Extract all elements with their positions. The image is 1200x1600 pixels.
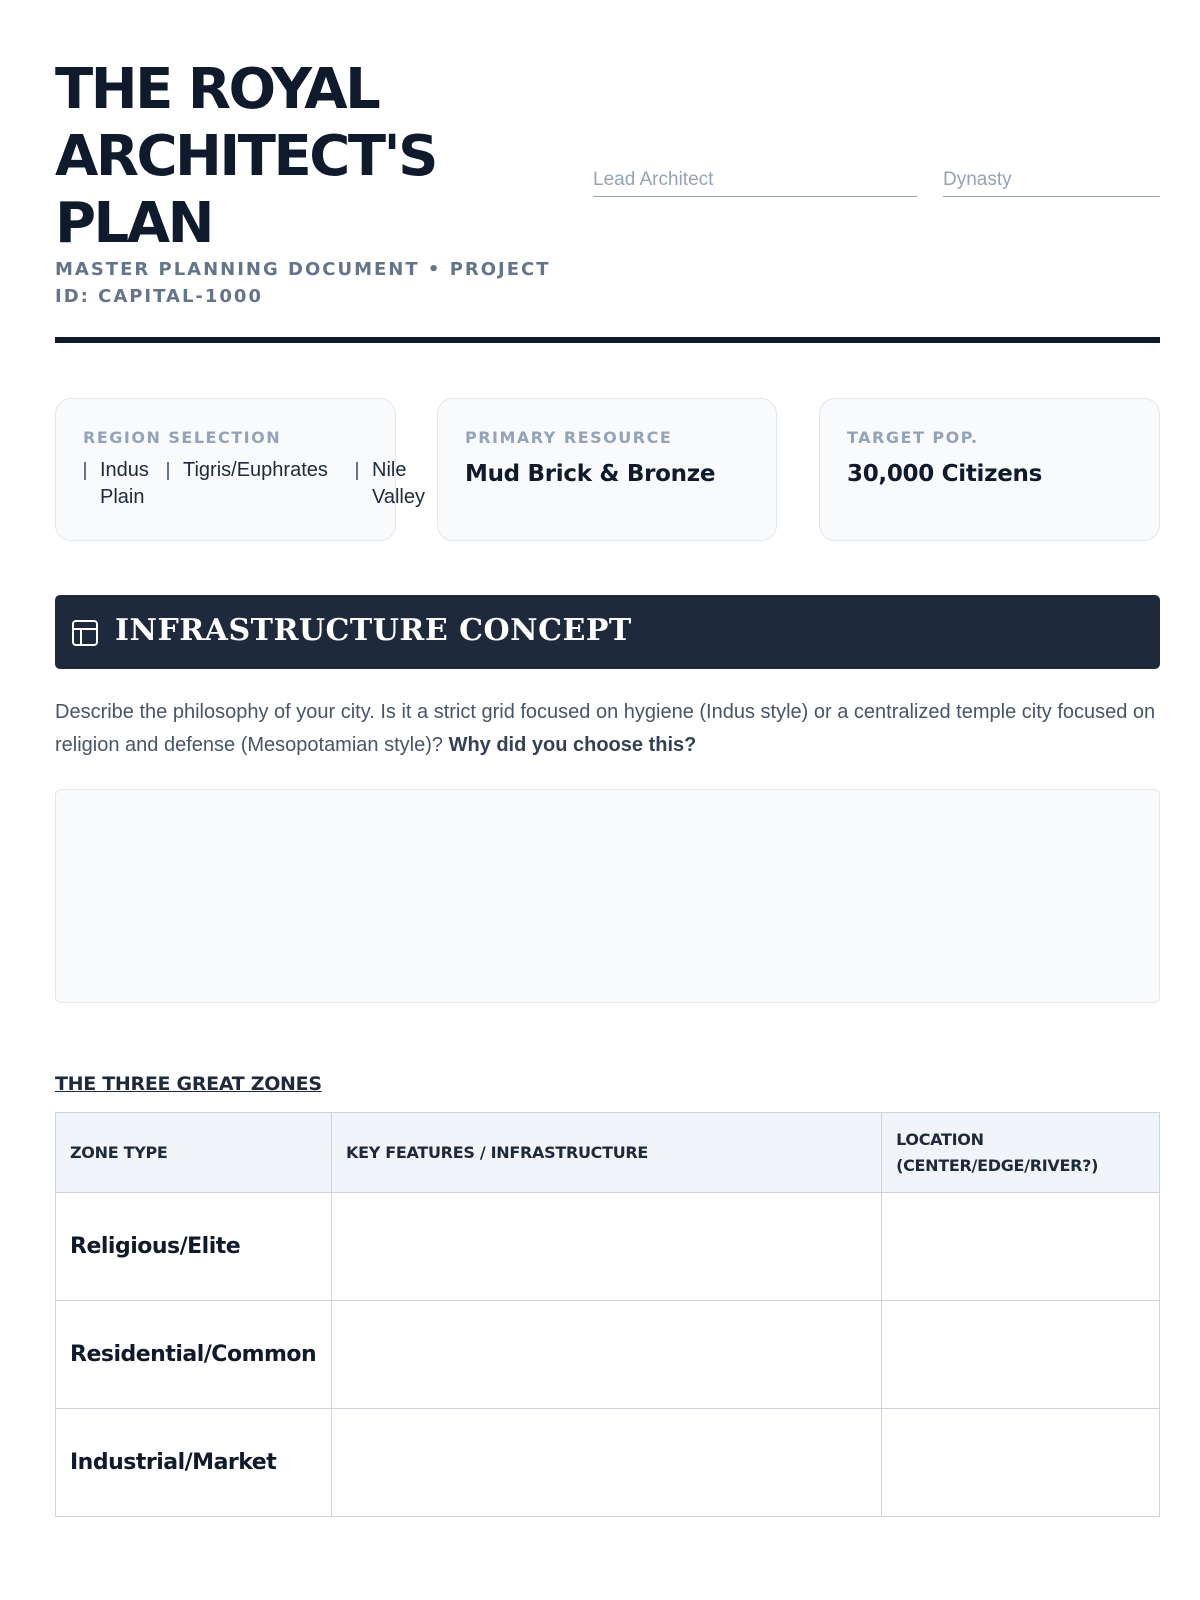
concept-prompt [55,696,1160,762]
region-option-line: Indus [100,459,149,481]
column-header-key-features: KEY FEATURES / INFRASTRUCTURE [331,1113,881,1193]
table-row [56,1193,1160,1301]
target-population-value: 30,000 Citizens [847,461,1042,487]
header-divider [55,337,1160,343]
table-header-row [56,1113,1160,1193]
worksheet-page [55,0,1160,1475]
prompt-text: Describe the philosophy of your city. Is it a strict grid focused on hygiene (Indus style) or a centralized temple city focused on religion and defense (Mesopotamian style)? [55,701,1156,756]
page-subtitle [55,256,575,310]
zone-name: Residential/Common [70,1342,317,1367]
document-header [55,0,1160,345]
key-features-cell[interactable] [331,1409,881,1517]
location-cell[interactable] [882,1301,1160,1409]
region-selection-card [55,398,425,541]
region-option-nile[interactable] [372,457,442,511]
lead-architect-field[interactable] [593,165,917,197]
subtitle-line: MASTER PLANNING DOCUMENT • PROJECT [55,259,551,280]
region-option-indus[interactable] [100,457,160,511]
target-population-label: TARGET POP. [847,428,979,447]
location-cell[interactable] [882,1193,1160,1301]
zone-type-cell [56,1193,332,1301]
concept-answer-box[interactable] [55,789,1160,1003]
zones-heading: THE THREE GREAT ZONES [55,1073,322,1095]
region-option-line: Nile [372,459,407,481]
option-separator [167,462,169,480]
region-option-line: Tigris/Euphrates [183,459,328,481]
region-option-tigris-euphrates[interactable] [183,457,353,484]
section-title: INFRASTRUCTURE CONCEPT [115,613,632,648]
dynasty-placeholder: Dynasty [943,169,1012,190]
zone-name: Industrial/Market [70,1450,277,1475]
layout-icon [71,619,99,647]
option-separator [356,462,358,480]
target-population-card [819,398,1160,541]
region-option-line: Valley [372,486,425,508]
info-cards [55,398,1160,541]
option-separator [84,462,86,480]
zone-type-cell [56,1301,332,1409]
primary-resource-label: PRIMARY RESOURCE [465,428,673,447]
location-cell[interactable] [882,1409,1160,1517]
dynasty-field[interactable] [943,165,1160,197]
region-option-line: Plain [100,486,145,508]
table-row [56,1409,1160,1517]
zone-name: Religious/Elite [70,1234,241,1259]
title-line: ARCHITECT'S [55,124,436,189]
column-header-zone-type: ZONE TYPE [56,1113,332,1193]
primary-resource-value: Mud Brick & Bronze [465,461,716,487]
lead-architect-placeholder: Lead Architect [593,169,714,190]
key-features-cell[interactable] [331,1193,881,1301]
page-title [55,56,575,257]
prompt-emphasis: Why did you choose this? [448,734,697,756]
zone-type-cell [56,1409,332,1517]
subtitle-line: ID: CAPITAL-1000 [55,286,263,307]
section-header [55,595,1160,669]
title-line: PLAN [55,191,212,256]
region-selection-label: REGION SELECTION [83,428,282,447]
region-options [83,457,425,517]
title-line: THE ROYAL [55,57,379,122]
column-header-location: LOCATION (CENTER/EDGE/RIVER?) [882,1113,1160,1193]
zones-table [55,1112,1160,1517]
primary-resource-card [437,398,777,541]
key-features-cell[interactable] [331,1301,881,1409]
table-row [56,1301,1160,1409]
